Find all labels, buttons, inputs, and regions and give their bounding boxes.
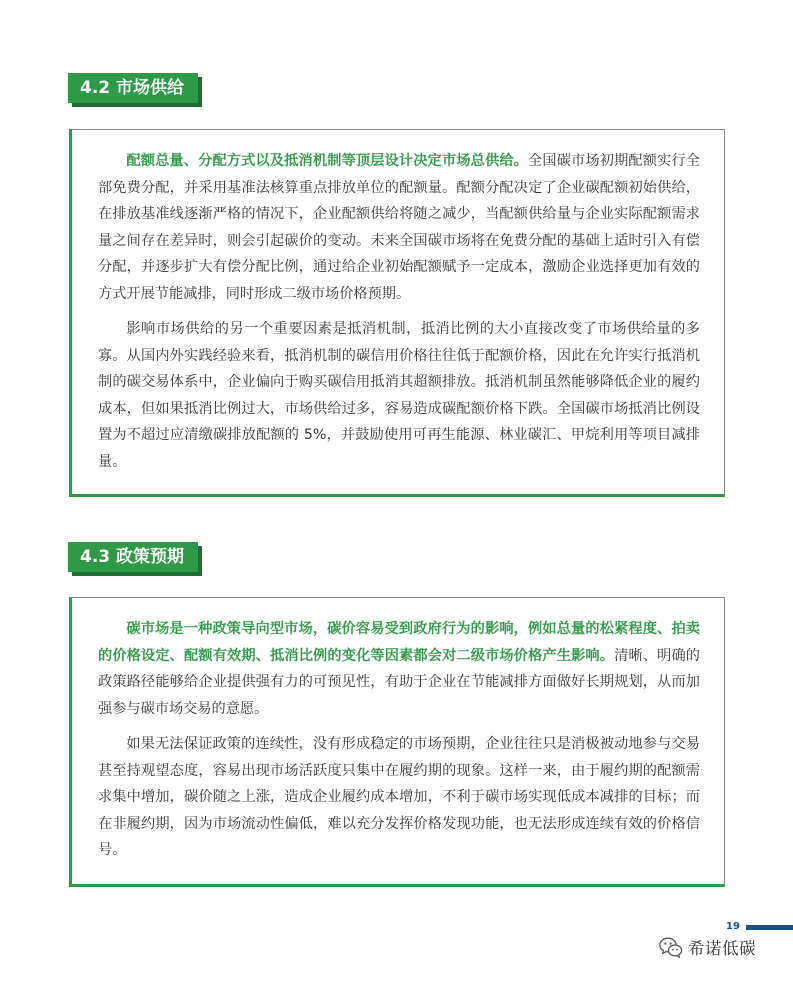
page-number-bar xyxy=(746,925,793,930)
paragraph xyxy=(98,148,700,307)
watermark-text: 希诺低碳 xyxy=(688,939,756,958)
section-heading-4-3: 4.3 政策预期 xyxy=(68,542,198,572)
page-number: 19 xyxy=(726,921,740,932)
paragraph xyxy=(98,316,700,475)
paragraph-text: 如果无法保证政策的连续性，没有形成稳定的市场预期，企业往往只是消极被动地参与交易甚至持观望态度，容易出现市场活跃度只集中在履约期的现象。这样一来，由于履约期的配额需求集中增加，碳价随之上涨，造成企业履约成本增加，不利于碳市场实现低成本减排的目标；而在非履约期，因为市场流动性偏低，难以充分发挥价格发现功能，也无法形成连续有效的价格信号。 xyxy=(98,736,700,858)
paragraph xyxy=(98,616,700,722)
lead-sentence: 碳市场是一种政策导向型市场，碳价容易受到政府行为的影响，例如总量的松紧程度、拍卖的价格设定、配额有效期、抵消比例的变化等因素都会对二级市场价格产生影响。 xyxy=(98,621,700,664)
lead-sentence: 配额总量、分配方式以及抵消机制等顶层设计决定市场总供给。 xyxy=(126,153,529,169)
paragraph-text: 清晰、明确的政策路径能够给企业提供强有力的可预见性，有助于企业在节能减排方面做好长期规划，从而加强参与碳市场交易的意愿。 xyxy=(98,647,700,717)
section-box-4-2 xyxy=(69,129,725,497)
wechat-icon xyxy=(658,934,684,960)
paragraph xyxy=(98,731,700,864)
section-heading-4-2: 4.2 市场供给 xyxy=(68,73,198,103)
section-box-4-3 xyxy=(69,597,725,887)
watermark xyxy=(658,934,756,960)
paragraph-text: 影响市场供给的另一个重要因素是抵消机制，抵消比例的大小直接改变了市场供给量的多寡。从国内外实践经验来看，抵消机制的碳信用价格往往低于配额价格，因此在允许实行抵消机制的碳交易体系中，企业偏向于购买碳信用抵消其超额排放。抵消机制虽然能够降低企业的履约成本，但如果抵消比例过大，市场供给过多，容易造成碳配额价格下跌。全国碳市场抵消比例设置为不超过应清缴碳排放配额的 5%，并鼓励使用可再生能源、林业碳汇、甲烷利用等项目减排量。 xyxy=(98,321,700,470)
paragraph-text: 全国碳市场初期配额实行全部免费分配，并采用基准法核算重点排放单位的配额量。配额分配决定了企业碳配额初始供给，在排放基准线逐渐严格的情况下，企业配额供给将随之减少，当配额供给量与企业实际配额需求量之间存在差异时，则会引起碳价的变动。未来全国碳市场将在免费分配的基础上适时引入有偿分配，并逐步扩大有偿分配比例，通过给企业初始配额赋予一定成本，激励企业选择更加有效的方式开展节能减排，同时形成二级市场价格预期。 xyxy=(98,153,700,302)
